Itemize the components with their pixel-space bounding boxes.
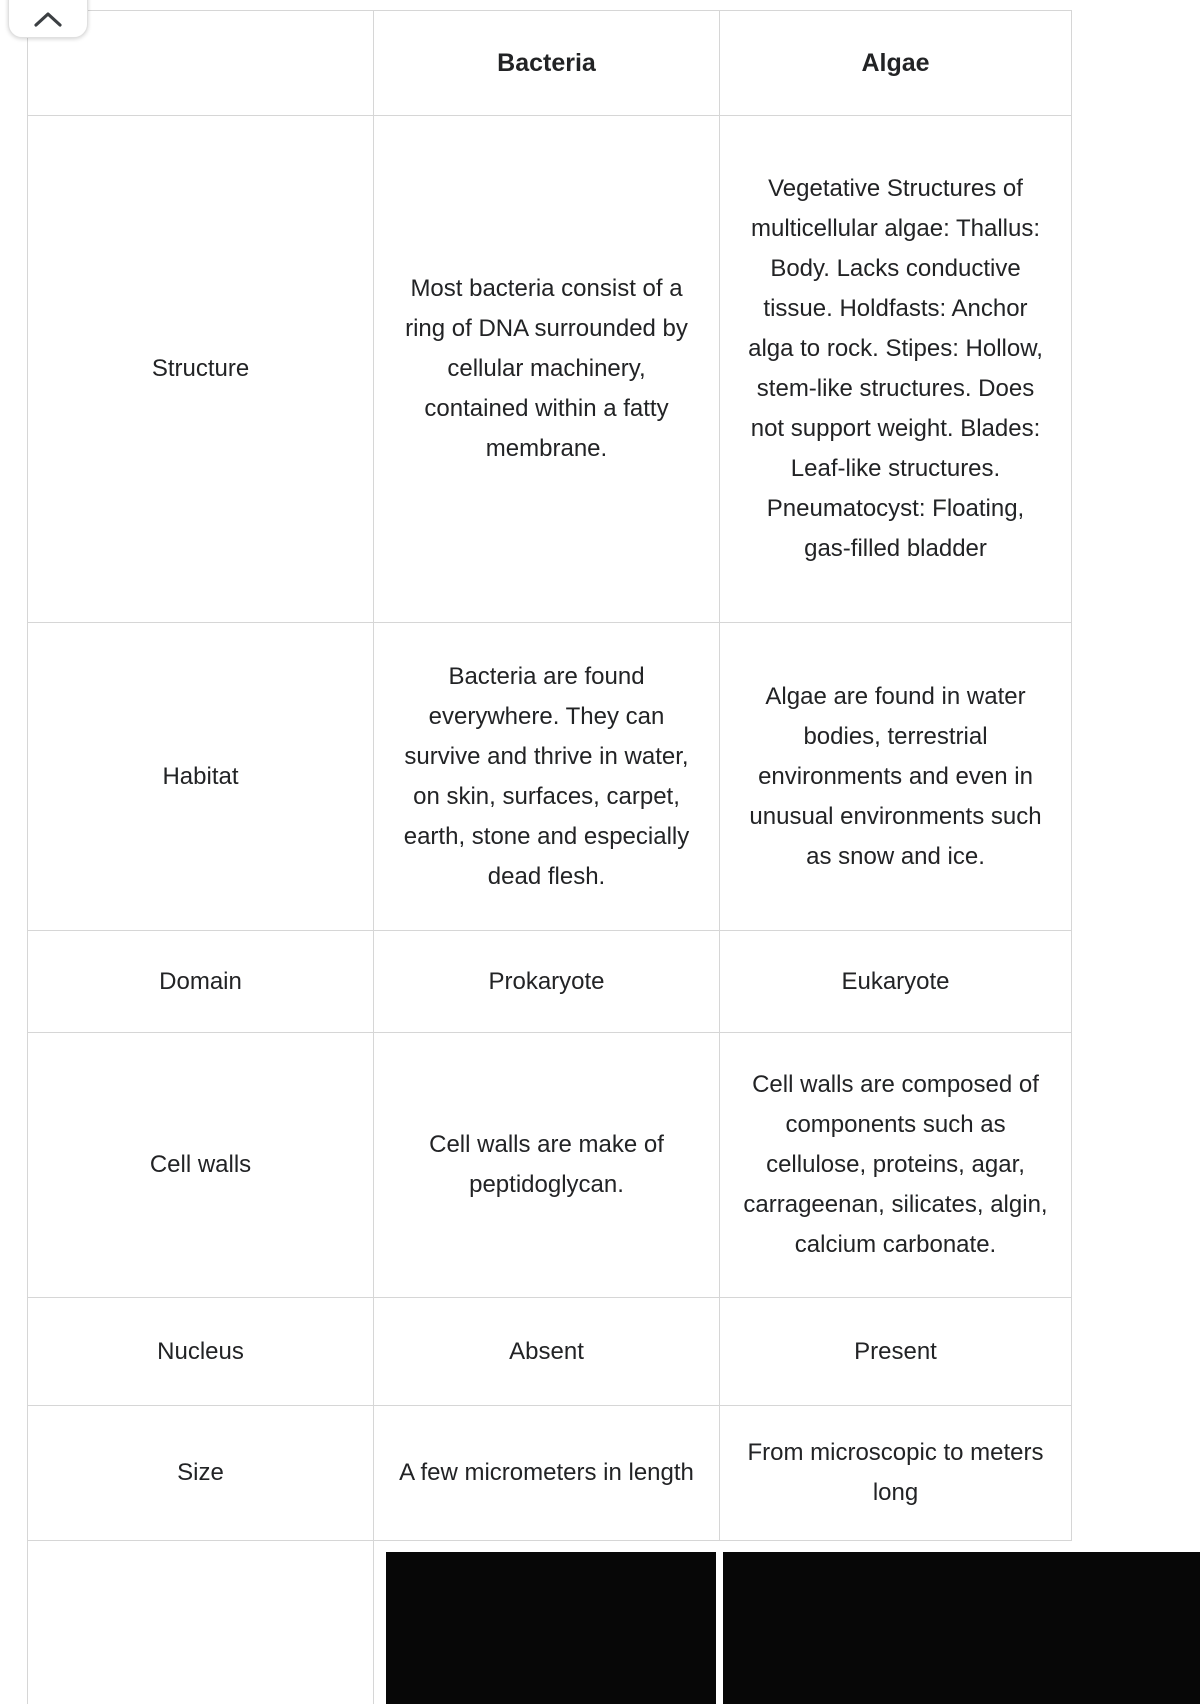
row-label-structure: Structure — [28, 116, 374, 623]
algae-cell-walls-cell: Cell walls are composed of components such as cellulose, proteins, agar, carrageenan, silicates, algin, calcium carbonate. — [720, 1033, 1072, 1298]
partial-row-empty-label-cell — [27, 1541, 374, 1704]
algae-size-cell: From microscopic to meters long — [720, 1406, 1072, 1541]
bacteria-image — [386, 1552, 716, 1704]
algae-image — [723, 1552, 1200, 1704]
table-row-structure — [28, 116, 1072, 623]
partial-table-row — [0, 1541, 1200, 1704]
bacteria-domain-cell: Prokaryote — [374, 931, 720, 1033]
table-row-size — [28, 1406, 1072, 1541]
comparison-table — [27, 10, 1072, 1541]
table-row-nucleus — [28, 1298, 1072, 1406]
bacteria-structure-cell: Most bacteria consist of a ring of DNA surrounded by cellular machinery, contained within a fatty membrane. — [374, 116, 720, 623]
bacteria-habitat-cell: Bacteria are found everywhere. They can survive and thrive in water, on skin, surfaces, carpet, earth, stone and especially dead flesh. — [374, 623, 720, 931]
row-label-size: Size — [28, 1406, 374, 1541]
column-header-algae: Algae — [720, 11, 1072, 116]
table-row-habitat — [28, 623, 1072, 931]
table-row-domain — [28, 931, 1072, 1033]
bacteria-nucleus-cell: Absent — [374, 1298, 720, 1406]
row-label-domain: Domain — [28, 931, 374, 1033]
row-label-cell-walls: Cell walls — [28, 1033, 374, 1298]
table-header-row — [28, 11, 1072, 116]
collapse-button[interactable] — [8, 0, 88, 38]
bacteria-size-cell: A few micrometers in length — [374, 1406, 720, 1541]
row-label-habitat: Habitat — [28, 623, 374, 931]
column-header-bacteria: Bacteria — [374, 11, 720, 116]
bacteria-cell-walls-cell: Cell walls are make of peptidoglycan. — [374, 1033, 720, 1298]
algae-habitat-cell: Algae are found in water bodies, terrestrial environments and even in unusual environments such as snow and ice. — [720, 623, 1072, 931]
algae-domain-cell: Eukaryote — [720, 931, 1072, 1033]
algae-nucleus-cell: Present — [720, 1298, 1072, 1406]
table-row-cell-walls — [28, 1033, 1072, 1298]
algae-structure-cell: Vegetative Structures of multicellular algae: Thallus: Body. Lacks conductive tissue. Holdfasts: Anchor alga to rock. Stipes: Hollow, stem-like structures. Does not support weight. Blades: Leaf-like structures. Pneumatocyst: Floating, gas-filled bladder — [720, 116, 1072, 623]
row-label-nucleus: Nucleus — [28, 1298, 374, 1406]
